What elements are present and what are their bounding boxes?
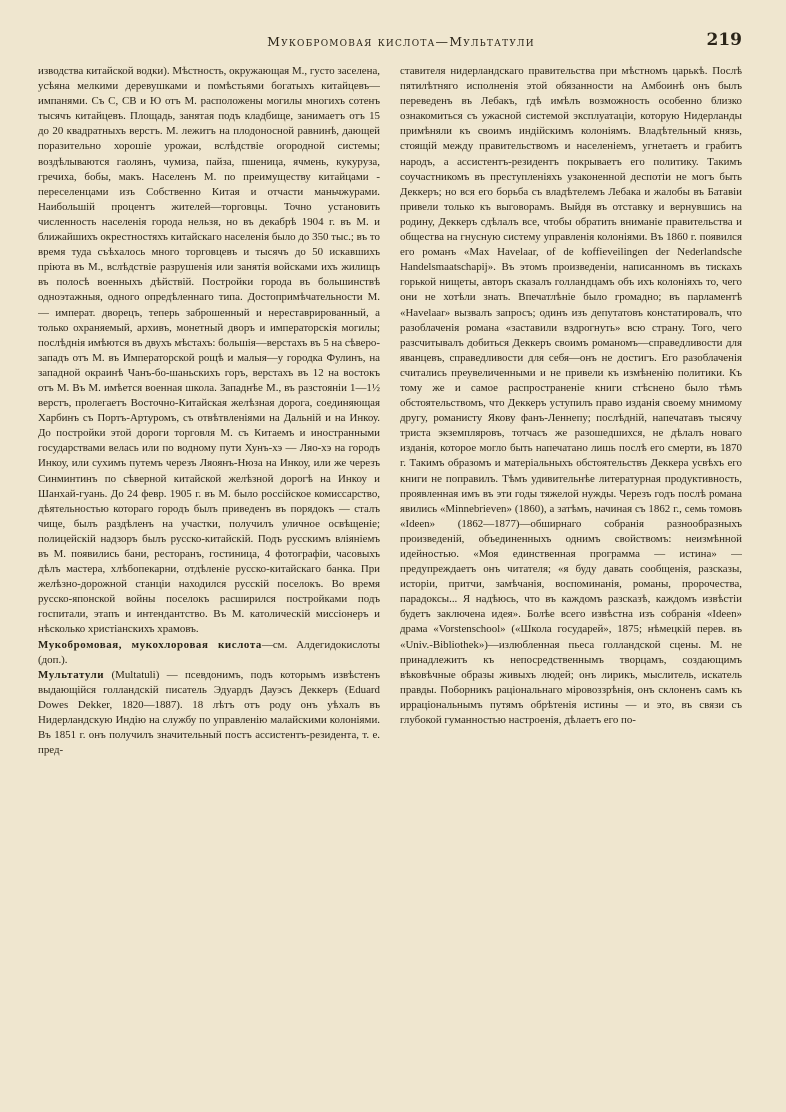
paragraph-mukden-continued: изводства китайской водки). Мѣстность, окружающая М., густо заселена, усѣяна мелкими деревушками и помѣстьями богатыхъ китайцевъ—импанями. Съ С, СВ и Ю отъ М. расположены могилы многихъ сотенъ тысячъ китайцевъ. Площадь, занятая подъ кладбище, занимаетъ отъ 15 до 20 квадратныхъ верстъ. М. лежитъ на плодоносной равнинѣ, дающей поразительно хорошіе урожаи, вслѣдствіе огородной системы; воздѣлываются гаолянъ, чумиза, пайза, пшеница, ячмень, кукуруза, гречиха, бобы, макъ. Населенъ М. по преимуществу китайцами - переселенцами изъ Собственно Китая и отчасти маньчжурами. Наибольшій процентъ жителей—торговцы. Точно установить численность населенія города нельзя, но въ декабрѣ 1904 г. въ М. и ближайшихъ окрестностяхъ китайскаго населенія было до 350 тыс.; въ то время туда съѣхалось много торговцевъ и тысячъ до 50 искавшихъ пріюта въ М., вслѣдствіе разрушенія или занятія войсками ихъ жилищъ въ полосѣ военныхъ дѣйствій. Постройки города въ большинствѣ одноэтажныя, одного опредѣленнаго типа. Достопримѣчательности М. — императ. дворецъ, теперь заброшенный и нереставрированный, а только охраняемый, архивъ, монетный дворъ и императорскія могилы; послѣднія имѣются въ двухъ мѣстахъ: большія—верстахъ въ 5 на сѣверо-западъ отъ М. въ Императорской рощѣ и малыя—у городка Фулинъ, на западной окраинѣ Чанъ-бо-шаньскихъ горъ, верстахъ въ 12 на востокъ отъ М. Въ М. имѣется военная школа. Западнѣе М., въ разстояніи 1—1½ верстъ, пролегаетъ Восточно-Китайская желѣзная дорога, соединяющая Харбинъ съ Портъ-Артуромъ, съ отвѣтвленіями на Дальній и на Инкоу. До постройки этой дороги торговля М. съ Китаемъ и иностранными государствами велась или по водному пути Хунъ-хэ — Ляо-хэ на городъ Инкоу, или сухимъ путемъ черезъ Ляоянъ-Нюза на Инкоу, или же черезъ Синминтинъ по сѣверной китайской желѣзной дорогѣ на Инкоу и Шанхай-гуань. До 24 февр. 1905 г. въ М. было россійское комиссарство, дѣятельностью котораго городъ былъ приведенъ въ порядокъ — сталъ чище, былъ раздѣленъ на участки, получилъ уличное освѣщеніе; полицейскій надзоръ былъ русско-китайскій. Подъ русскимъ вліяніемъ въ М. появились бани, ресторанъ, гостиница, 4 фотографіи, часовыхъ дѣлъ мастера, хлѣбопекарни, отдѣленіе русско-китайскаго банка. При желѣзно-дорожной станціи находился русскій поселокъ. Во время русско-японской войны поселокъ расширился постройками подъ госпитали, этапъ и интендантство. Въ М. католическій миссіонеръ и нѣсколько христіанскихъ храмовъ.	[38, 65, 380, 636]
page-number: 219	[706, 30, 742, 50]
left-column	[38, 64, 380, 1076]
running-head: Мукобромовая кислота—Мультатули	[267, 34, 535, 49]
entry-text: (Multatuli) — псевдонимъ, подъ которымъ извѣстенъ выдающійся голландскій писатель Эдуардъ Дауэсъ Деккеръ (Eduard Dowes Dekker, 1820—1887). 18 лѣтъ отъ роду онъ уѣхалъ въ Нидерландскую Индію на службу по управленію малайскими колоніями. Въ 1851 г. онъ получилъ значительный постъ ассистентъ-резидента, т. е. пред-	[38, 668, 380, 757]
right-column	[400, 64, 742, 1076]
entry-mukobromovaya	[38, 638, 380, 668]
page-header	[60, 30, 742, 56]
entry-text: —см. Алдегидокислоты (доп.).	[38, 638, 380, 666]
entry-multatuli	[38, 668, 380, 759]
entry-headword: Мукобромовая, мукохлоровая кислота	[38, 638, 262, 651]
entry-headword: Мультатули	[38, 668, 105, 681]
paragraph-multatuli-continued: ставителя нидерландскаго правительства при мѣстномъ царькѣ. Послѣ пятилѣтняго исполненія этой обязанности на Амбоинѣ онъ былъ переведенъ въ Лебакъ, гдѣ имѣлъ возможность особенно близко ознакомиться съ ужасной системой эксплуатаціи, которую Нидерланды примѣняли къ своимъ индійскимъ колоніямъ. Владѣтельный князь, стоящій между правительствомъ и населеніемъ, угнетаетъ и грабитъ народъ, а ассистентъ-резидентъ покрываетъ его политику. Такимъ соучастникомъ въ преступленіяхъ узаконенной деспотіи не могъ быть Деккеръ; но вся его борьба съ владѣтелемъ Лебака и жалобы въ Батавіи привели только къ выговорамъ. Выйдя въ отставку и вернувшись на родину, Деккеръ сдѣлалъ все, чтобы обратить вниманіе правительства и общества на гнусную систему управленія колоніями. Въ 1860 г. появился его романъ «Max Havelaar, of de koffieveilingen der Nederlandsche Handelsmaatschapij». Въ этомъ произведеніи, написанномъ въ тискахъ горькой нищеты, авторъ сказалъ голландцамъ объ ихъ колоніяхъ то, чего они не хотѣли знать. Впечатлѣніе было громадно; въ парламентѣ «Havelaar» вызвалъ запросъ; одинъ изъ депутатовъ констатировалъ, что разоблаченія романа «заставили вздрогнуть» всю страну. Того, чего разсчитывалъ добиться Деккеръ своимъ романомъ—справедливости для яванцевъ, справедливости для себя—онъ не достигъ. Его разоблаченія считались преувеличенными и не привели къ измѣненію политики. Къ тому же и самое распространеніе книги стѣснено было тѣмъ обстоятельствомъ, что Деккеръ уступилъ право изданія своему мнимому другу, романисту Якову фанъ-Леннепу; послѣдній, напечатавъ тысячу триста экземпляровъ, тотчасъ же разошедшихся, не дѣлалъ новаго изданія, которое могло быть напечатано лишь послѣ его смерти, въ 1870 г. Такимъ образомъ и матеріальныхъ обстоятельствъ Деккера усвѣхъ его книги не поправилъ. Тѣмъ удивительнѣе литературная продуктивность, проявленная имъ въ эти годы тяжелой нужды. Черезъ годъ послѣ романа явились «Minnebrieven» (1860), а затѣмъ, начиная съ 1862 г., семь томовъ «Ideen» (1862—1877)—обширнаго собранія разнообразныхъ произведеній, объединенныхъ однимъ свойствомъ: неизмѣнной идейностью. «Моя единственная программа — истина» — предупреждаетъ онъ читателя; «я буду давать сообщенія, разсказы, исторіи, притчи, замѣчанія, воспоминанія, романы, пророчества, парадоксы... Я надѣюсь, что въ каждомъ разсказѣ, каждомъ извѣстіи будетъ заключена идея». Болѣе всего извѣстна изъ собранія «Ideen» драма «Vorstenschool» («Школа государей», 1875; нѣмецкій перев. въ «Univ.-Bibliothek»)—излюбленная пьеса голландской сцены. М. не принадлежитъ къ непосредственнымъ творцамъ, создающимъ вѣковѣчные образы живыхъ людей; онъ лирикъ, мыслитель, искатель правды. Поборникъ раціональнаго міровоззрѣнія, онъ склоненъ самъ къ ирраціональнымъ путямъ обрѣтенія истины — и это, въ связи съ глубокой гуманностью настроенія, дѣлаетъ его по-	[400, 65, 742, 727]
text-columns	[38, 64, 742, 1076]
